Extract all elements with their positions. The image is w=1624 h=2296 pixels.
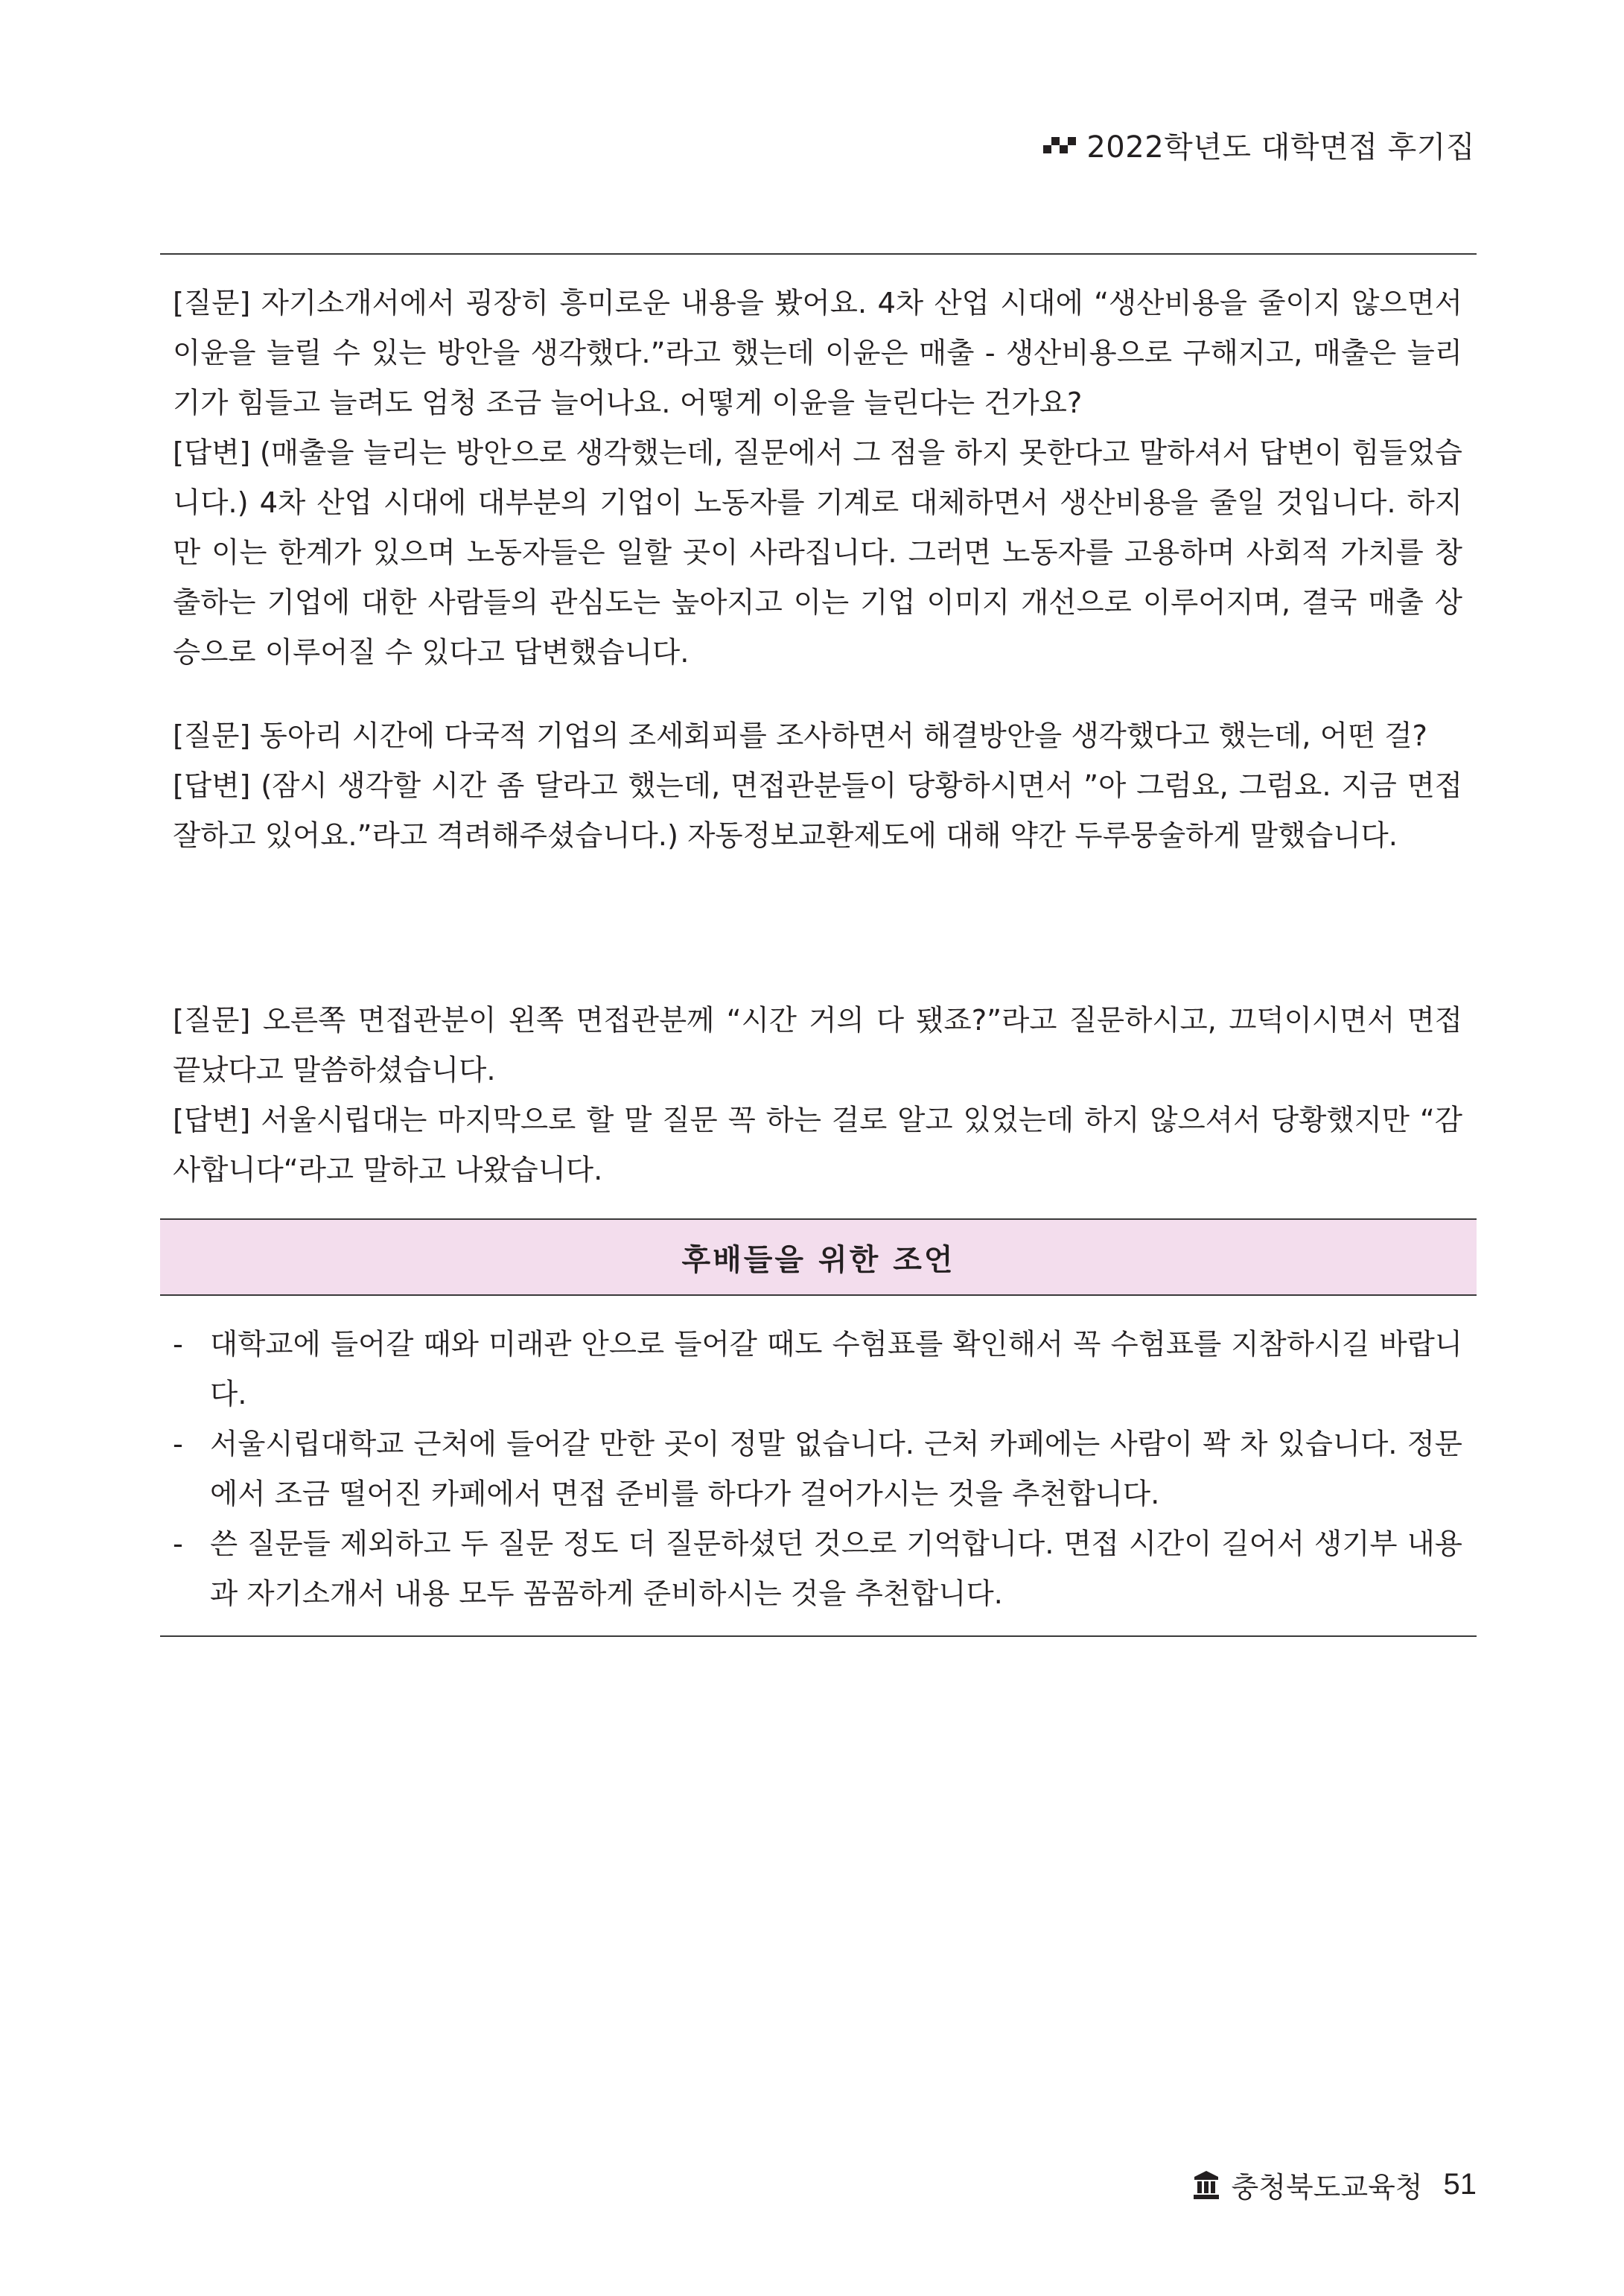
footer-org: 충청북도교육청 [1231,2171,1423,2204]
top-divider [160,253,1477,255]
question-text: [질문] 동아리 시간에 다국적 기업의 조세회피를 조사하면서 해결방안을 생각했다고 했는데, 어떤 걸? [173,719,1427,753]
advice-title: 후배들을 위한 조언 [681,1242,955,1277]
advice-item-text: 쓴 질문들 제외하고 두 질문 정도 더 질문하셨던 것으로 기억합니다. 면접 시간이 길어서 생기부 내용과 자기소개서 내용 모두 꼼꼼하게 준비하시는 것을 추천합니다. [210,1527,1462,1611]
checker-mark-icon [1043,136,1076,155]
page-number: 51 [1443,2168,1477,2201]
page-footer [1191,2164,1477,2205]
question-text: [질문] 오른쪽 면접관분이 왼쪽 면접관분께 “시간 거의 다 됐죠?”라고 질문하시고, 끄덕이시면서 면접 끝났다고 말씀하셨습니다. [173,1004,1462,1087]
advice-list [173,1320,1462,1619]
bullet-dash: - [173,1527,183,1561]
advice-item-text: 서울시립대학교 근처에 들어갈 만한 곳이 정말 없습니다. 근처 카페에는 사람이 꽉 차 있습니다. 정문에서 조금 떨어진 카페에서 면접 준비를 하다가 걸어가시는 것을 추천합니다. [210,1428,1462,1511]
advice-item [173,1519,1462,1619]
bottom-divider [160,1635,1477,1637]
qa-block-3 [173,996,1462,1195]
answer-text: [답변] 서울시립대는 마지막으로 할 말 질문 꼭 하는 걸로 알고 있었는데 하지 않으셔서 당황했지만 “감사합니다“라고 말하고 나왔습니다. [173,1104,1462,1187]
advice-item-text: 대학교에 들어갈 때와 미래관 안으로 들어갈 때도 수험표를 확인해서 꼭 수험표를 지참하시길 바랍니다. [210,1328,1462,1411]
advice-section-header [160,1218,1477,1296]
page-header [1043,124,1475,166]
header-title: 2022학년도 대학면접 후기집 [1086,130,1475,165]
advice-item [173,1419,1462,1519]
answer-text: [답변] (잠시 생각할 시간 좀 달라고 했는데, 면접관분들이 당황하시면서 ”아 그럼요, 그럼요. 지금 면접 잘하고 있어요.”라고 격려해주셨습니다.) 자동정보교환제도에 대해 약간 두루뭉술하게 말했습니다. [173,769,1462,853]
question-text: [질문] 자기소개서에서 굉장히 흥미로운 내용을 봤어요. 4차 산업 시대에 “생산비용을 줄이지 않으면서 이윤을 늘릴 수 있는 방안을 생각했다.”라고 했는데 이윤은 매출 - 생산비용으로 구해지고, 매출은 늘리기가 힘들고 늘려도 엄청 조금 늘어나요. 어떻게 이윤을 늘린다는 건가요? [173,287,1462,420]
advice-item [173,1320,1462,1419]
qa-block-1 [173,279,1462,678]
bullet-dash: - [173,1428,183,1461]
qa-block-2 [173,711,1462,861]
bullet-dash: - [173,1328,183,1361]
answer-text: [답변] (매출을 늘리는 방안으로 생각했는데, 질문에서 그 점을 하지 못한다고 말하셔서 답변이 힘들었습니다.) 4차 산업 시대에 대부분의 기업이 노동자를 기계로 대체하면서 생산비용을 줄일 것입니다. 하지만 이는 한계가 있으며 노동자들은 일할 곳이 사라집니다. 그러면 노동자를 고용하며 사회적 가치를 창출하는 기업에 대한 사람들의 관심도는 높아지고 이는 기업 이미지 개선으로 이루어지며, 결국 매출 상승으로 이루어질 수 있다고 답변했습니다. [173,436,1462,670]
education-office-logo-icon [1191,2169,1221,2201]
